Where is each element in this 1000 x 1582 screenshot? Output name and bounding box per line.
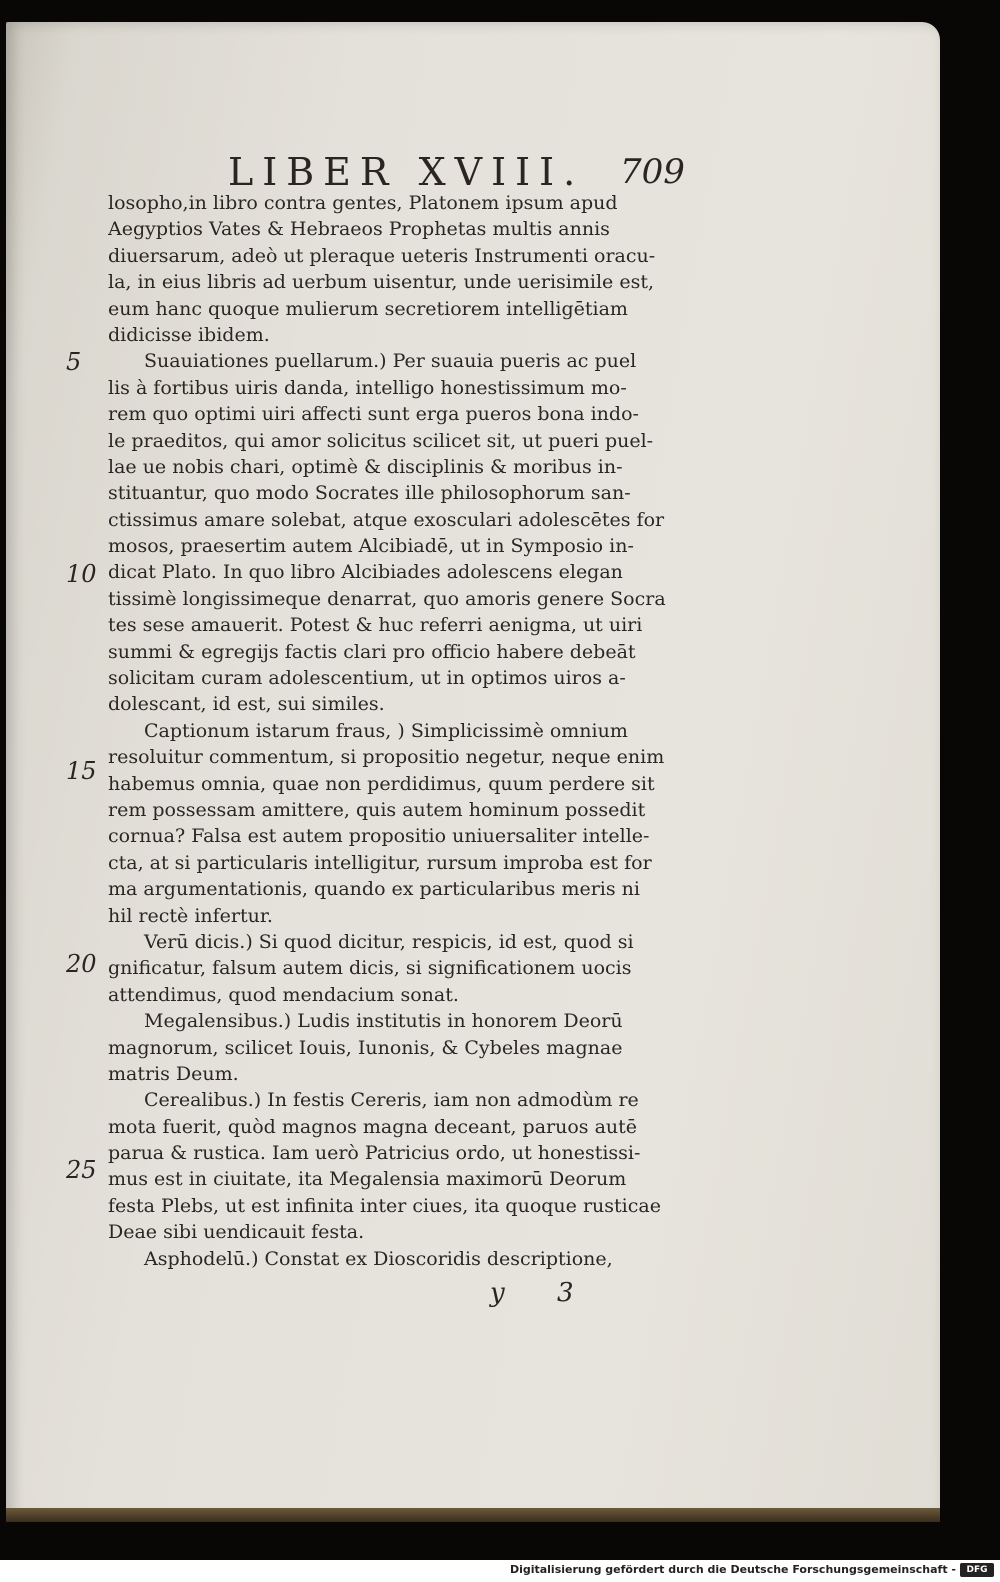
text-line: stituantur, quo modo Socrates ille philosophorum san- [108,482,631,505]
signature-mark: y 3 [490,1278,596,1308]
text-line: cta, at si particularis intelligitur, rursum improba est for [108,851,652,874]
line-number: 25 [66,1156,97,1184]
text-line: Suauiationes puellarum.) Per suauia pueris ac puel [144,350,637,373]
line-number: 5 [66,348,82,376]
text-line: lis à fortibus uiris danda, intelligo honestissimum mo- [108,376,627,399]
text-line: Verū dicis.) Si quod dicitur, respicis, id est, quod si [144,930,634,953]
text-line: le praeditos, qui amor solicitus scilicet sit, ut pueri puel- [108,429,654,452]
text-line: mota fuerit, quòd magnos magna deceant, paruos autē [108,1115,638,1138]
text-line: ctissimus amare solebat, atque exosculari adolescētes for [108,508,665,531]
text-line: Deae sibi uendicauit festa. [108,1221,365,1244]
text-line: mosos, praesertim autem Alcibiadē, ut in Symposio in- [108,535,634,558]
text-line: Megalensibus.) Ludis institutis in honorem Deorū [144,1010,623,1033]
line-number: 15 [66,757,97,785]
running-head: LIBER XVIII. [228,150,585,194]
text-line: diuersarum, adeò ut pleraque ueteris Instrumenti oracu- [108,244,656,267]
text-line: Aegyptios Vates & Hebraeos Prophetas multis annis [108,218,610,241]
funding-credit: Digitalisierung gefördert durch die Deutsche Forschungsgemeinschaft - [509,1563,956,1576]
text-line: magnorum, scilicet Iouis, Iunonis, & Cybeles magnae [108,1036,623,1059]
text-line: matris Deum. [108,1062,239,1085]
text-line: resoluitur commentum, si propositio negetur, neque enim [108,746,665,769]
text-line: dolescant, id est, sui similes. [108,693,385,716]
text-line: habemus omnia, quae non perdidimus, quum perdere sit [108,772,655,795]
text-line: losopho,in libro contra gentes, Platonem ipsum apud [108,192,618,214]
text-line: summi & egregijs factis clari pro officio habere debeāt [108,640,636,663]
text-line: la, in eius libris ad uerbum uisentur, unde uerisimile est, [108,271,654,294]
text-line: attendimus, quod mendacium sonat. [108,983,459,1006]
text-line: rem possessam amittere, quis autem hominum possedit [108,798,646,821]
line-number: 20 [66,950,97,978]
page-number: 709 [620,152,685,192]
text-line: didicisse ibidem. [108,323,270,346]
text-line: Asphodelū.) Constat ex Dioscoridis descriptione, [144,1247,613,1270]
text-line: tes sese amauerit. Potest & huc referri aenigma, ut uiri [108,614,643,637]
body-text [108,190,680,1272]
text-line: ma argumentationis, quando ex particularibus meris ni [108,878,640,901]
footer-bar [0,1560,1000,1582]
text-line: cornua? Falsa est autem propositio uniuersaliter intelle- [108,825,650,848]
text-line: mus est in ciuitate, ita Megalensia maximorū Deorum [108,1168,627,1191]
text-line: solicitam curam adolescentium, ut in optimos uiros a- [108,667,626,690]
text-line: parua & rustica. Iam uerò Patricius ordo, ut honestissi- [108,1142,641,1165]
text-line: gnificatur, falsum autem dicis, si significationem uocis [108,957,632,980]
text-line: lae ue nobis chari, optimè & disciplinis & moribus in- [108,455,623,478]
line-number: 10 [66,560,97,588]
text-line: Captionum istarum fraus, ) Simplicissimè omnium [144,719,628,742]
text-line: dicat Plato. In quo libro Alcibiades adolescens elegan [108,561,623,584]
text-line: hil rectè infertur. [108,904,273,927]
text-line: eum hanc quoque mulierum secretiorem intelligētiam [108,297,628,320]
text-line: tissimè longissimeque denarrat, quo amoris genere Socra [108,587,666,610]
dfg-logo: DFG [960,1563,994,1577]
text-line: Cerealibus.) In festis Cereris, iam non admodùm re [144,1089,639,1112]
page-edge [6,1508,940,1522]
text-line: festa Plebs, ut est infinita inter ciues, ita quoque rusticae [108,1194,661,1217]
text-line: rem quo optimi uiri affecti sunt erga pueros bona indo- [108,403,639,426]
